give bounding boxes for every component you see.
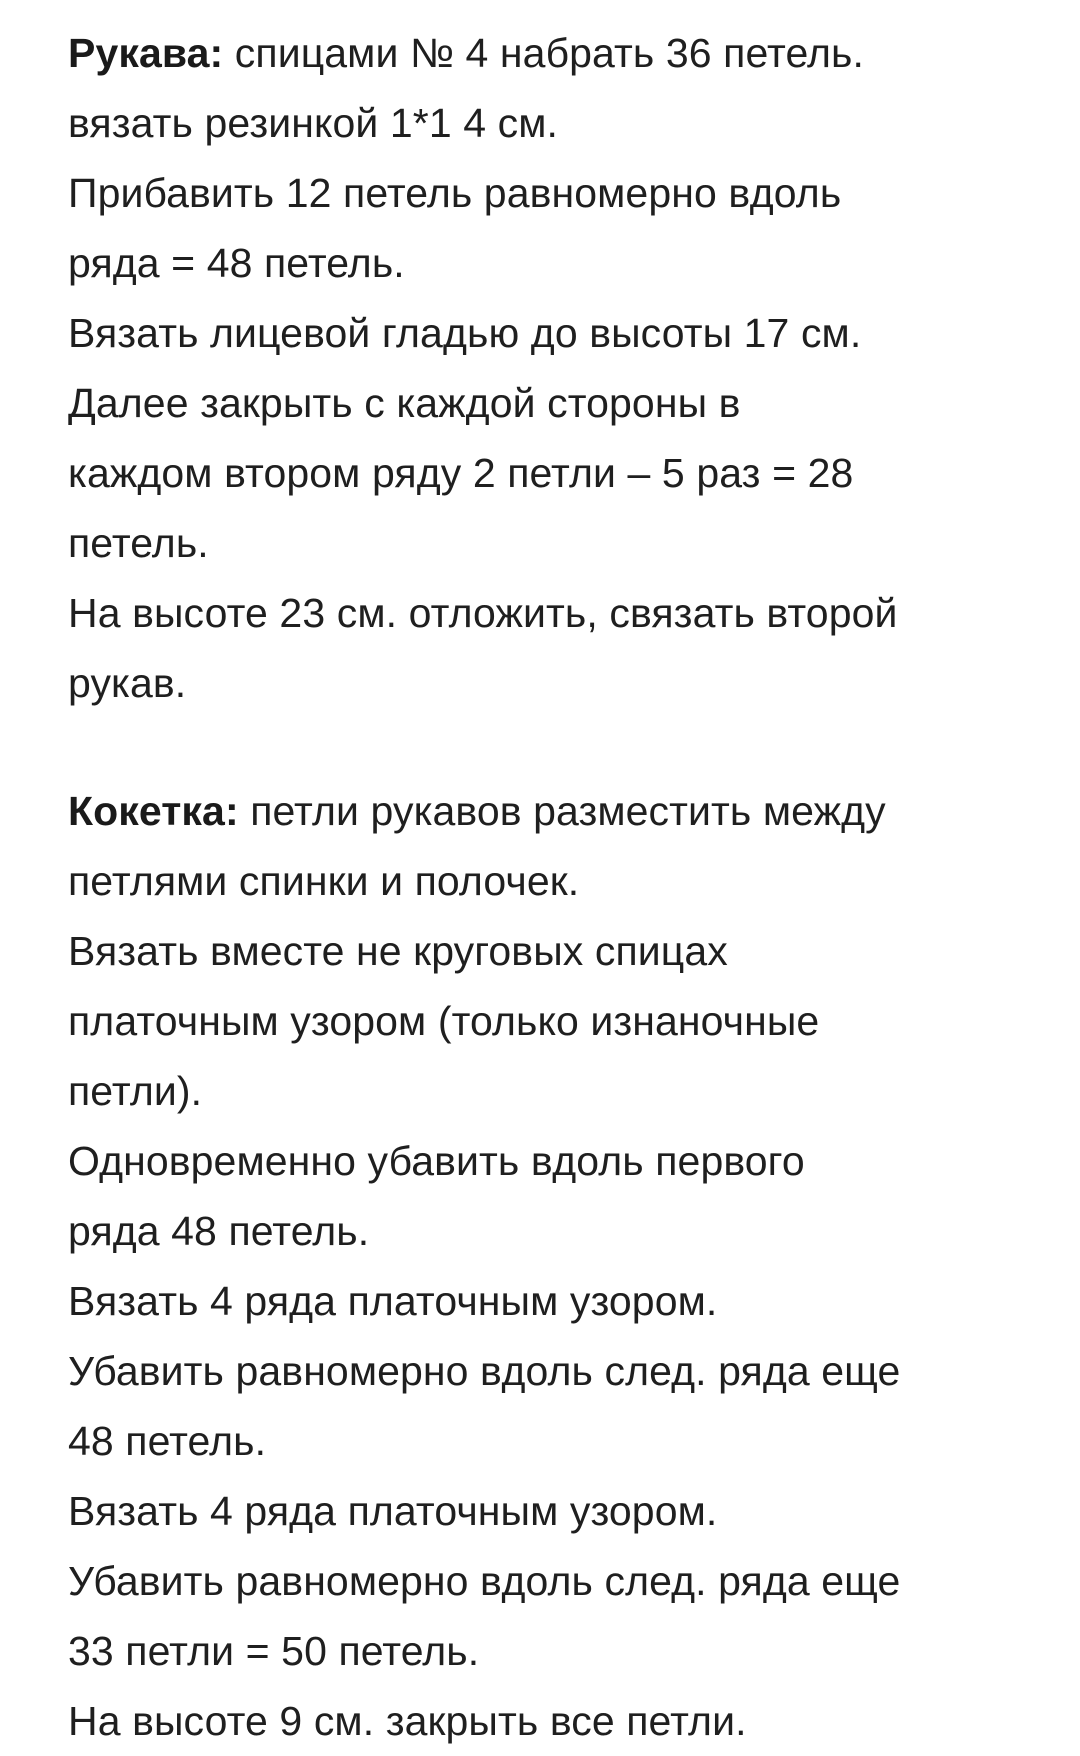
text-line: петли рукавов разместить между (238, 788, 886, 834)
text-line: Одновременно убавить вдоль первого (68, 1138, 805, 1184)
text-line: петлями спинки и полочек. (68, 858, 580, 904)
text-line: петель. (68, 520, 209, 566)
text-line: вязать резинкой 1*1 4 см. (68, 100, 559, 146)
text-line: 33 петли = 50 петель. (68, 1628, 480, 1674)
text-line: рукав. (68, 660, 187, 706)
text-line: На высоте 9 см. закрыть все петли. (68, 1698, 747, 1744)
text-line: Вязать лицевой гладью до высоты 17 см. (68, 310, 862, 356)
text-line: 48 петель. (68, 1418, 267, 1464)
section-heading: Рукава: (68, 30, 224, 76)
text-line: На высоте 23 см. отложить, связать второй (68, 590, 898, 636)
text-line: Убавить равномерно вдоль след. ряда еще (68, 1348, 901, 1394)
text-line: Далее закрыть с каждой стороны в (68, 380, 741, 426)
text-line: Вязать 4 ряда платочным узором. (68, 1278, 718, 1324)
section-heading: Кокетка: (68, 788, 239, 834)
document-body (68, 18, 1058, 1756)
section-first-line (68, 776, 1058, 846)
text-line: ряда = 48 петель. (68, 240, 405, 286)
text-line: Прибавить 12 петель равномерно вдоль (68, 170, 842, 216)
text-line: Вязать вместе не круговых спицах (68, 928, 728, 974)
text-line: ряда 48 петель. (68, 1208, 370, 1254)
text-line: Убавить равномерно вдоль след. ряда еще (68, 1558, 901, 1604)
text-line: каждом втором ряду 2 петли – 5 раз = 28 (68, 450, 854, 496)
text-line: платочным узором (только изнаночные (68, 998, 820, 1044)
section-sleeves (68, 18, 1058, 718)
section-first-line (68, 18, 1058, 88)
section-yoke (68, 776, 1058, 1756)
text-line: Вязать 4 ряда платочным узором. (68, 1488, 718, 1534)
text-line: петли). (68, 1068, 203, 1114)
text-line: спицами № 4 набрать 36 петель. (223, 30, 864, 76)
